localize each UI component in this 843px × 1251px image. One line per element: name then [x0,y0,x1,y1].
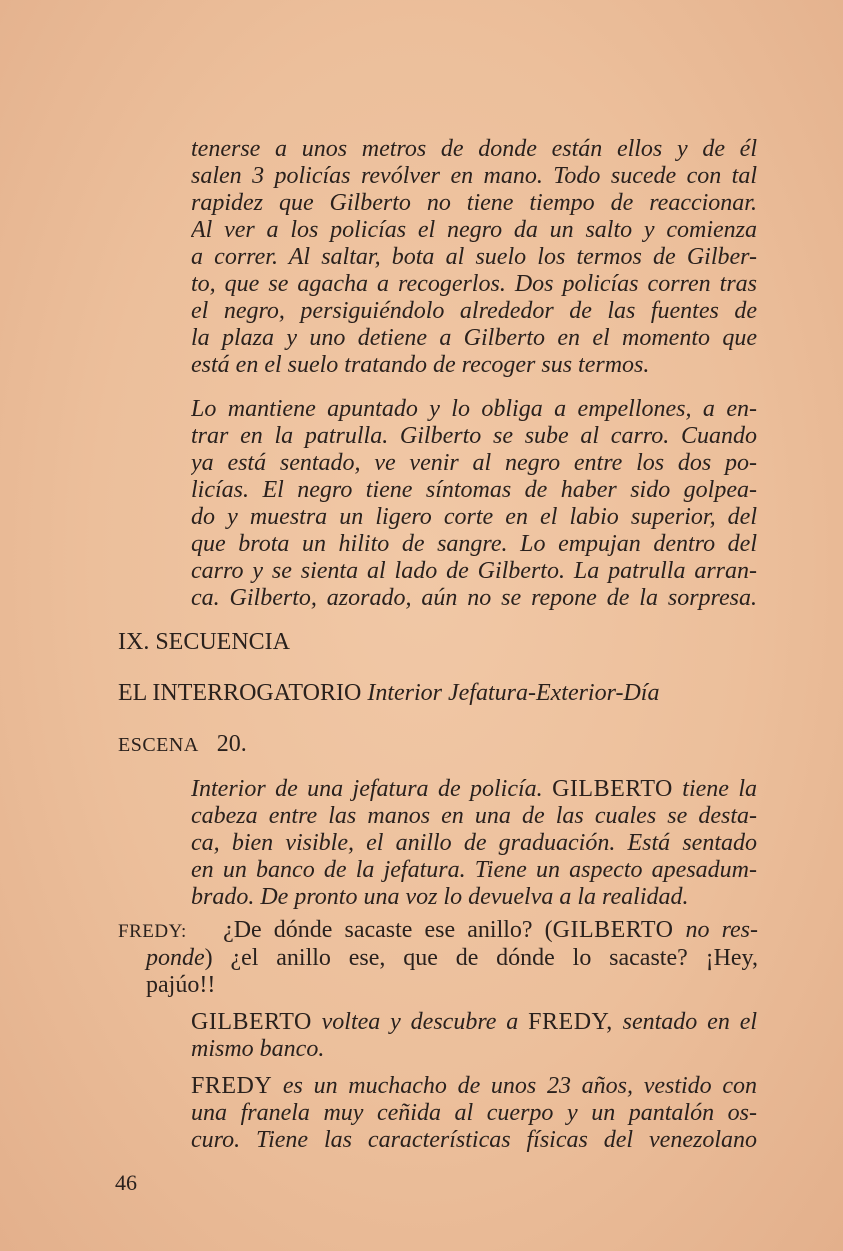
text-line [191,776,757,803]
paragraph-4 [191,1009,757,1063]
text-line: ya está sentado, ve venir al negro entre los dos po- [191,450,757,476]
paragraph-2 [191,396,757,612]
text-line: to, que se agacha a recogerlos. Dos policías corren tras [191,271,757,297]
text-line: el negro, persiguiéndolo alrededor de las fuentes de [191,298,757,324]
text-line: brado. De pronto una voz lo devuelva a la realidad. [191,884,689,910]
stage-direction: voltea y descubre a [321,1009,519,1035]
scene-number: 20. [216,731,247,757]
character-name: GILBERTO [552,776,673,802]
text-line: rapidez que Gilberto no tiene tiempo de reaccionar. [191,190,757,216]
text-line: una franela muy ceñida al cuerpo y un pantalón os- [191,1100,757,1126]
scene-heading [118,730,247,759]
text-line: la plaza y uno detiene a Gilberto en el momento que [191,325,757,351]
character-name: FREDY, [528,1009,613,1035]
text-line: trar en la patrulla. Gilberto se sube al carro. Cuando [191,423,757,449]
dialogue-line [118,917,758,945]
sequence-setting: Interior Jefatura-Exterior-Día [367,680,660,706]
text-line: Al ver a los policías el negro da un salto y comienza [191,217,757,243]
character-name: GILBERTO [191,1009,312,1035]
text-line: ca, bien visible, el anillo de graduación. Está sentado [191,830,757,856]
sequence-title-line [118,679,659,707]
text-line: que brota un hilito de sangre. Lo empujan dentro del [191,531,757,557]
text-line: licías. El negro tiene síntomas de haber sido golpea- [191,477,757,503]
stage-direction: es un muchacho de unos 23 años, vestido con [282,1073,757,1099]
text-line: Lo mantiene apuntado y lo obliga a empellones, a en- [191,396,757,422]
text-line [191,1009,757,1036]
text-line: mismo banco. [191,1036,325,1062]
dialogue-line: pajúo!! [146,972,216,998]
dialogue-text: ¿De dónde sacaste ese anillo? ( [223,917,553,943]
stage-direction: tiene la [682,776,757,802]
paragraph-1 [191,136,757,379]
text-line: carro y se sienta al lado de Gilberto. La patrulla arran- [191,558,757,584]
stage-direction: sentado en el [622,1009,757,1035]
text-line: a correr. Al saltar, bota al suelo los termos de Gilber- [191,244,757,270]
text-line: curo. Tiene las características físicas del venezolano [191,1127,757,1153]
text-line: está en el suelo tratando de recoger sus termos. [191,352,650,378]
character-name: FREDY [191,1073,273,1099]
paragraph-3 [191,776,757,911]
text-line: tenerse a unos metros de donde están ellos y de él [191,136,757,162]
text-line: ca. Gilberto, azorado, aún no se repone de la sorpresa. [191,585,757,611]
dialogue-line [118,945,758,972]
scene-label: ESCENA [118,734,199,756]
text-line: en un banco de la jefatura. Tiene un aspecto apesadum- [191,857,757,883]
dialogue-block [118,917,758,999]
stage-direction: ponde [146,945,205,971]
text-line: salen 3 policías revólver en mano. Todo sucede con tal [191,163,757,189]
page-number: 46 [115,1170,137,1195]
paragraph-5 [191,1073,757,1154]
text-line: do y muestra un ligero corte en el labio superior, del [191,504,757,530]
sequence-title: EL INTERROGATORIO [118,680,362,706]
text-line [191,1073,757,1100]
stage-direction: Interior de una jefatura de policía. [191,776,543,802]
character-name: GILBERTO [552,917,674,943]
text-line: cabeza entre las manos en una de las cuales se desta- [191,803,757,829]
speaker-name: FREDY: [118,921,187,942]
sequence-heading: IX. SECUENCIA [118,629,290,655]
dialogue-text: ) ¿el anillo ese, que de dónde lo sacaste? ¡Hey, [204,945,758,971]
stage-direction: no res- [685,917,758,943]
